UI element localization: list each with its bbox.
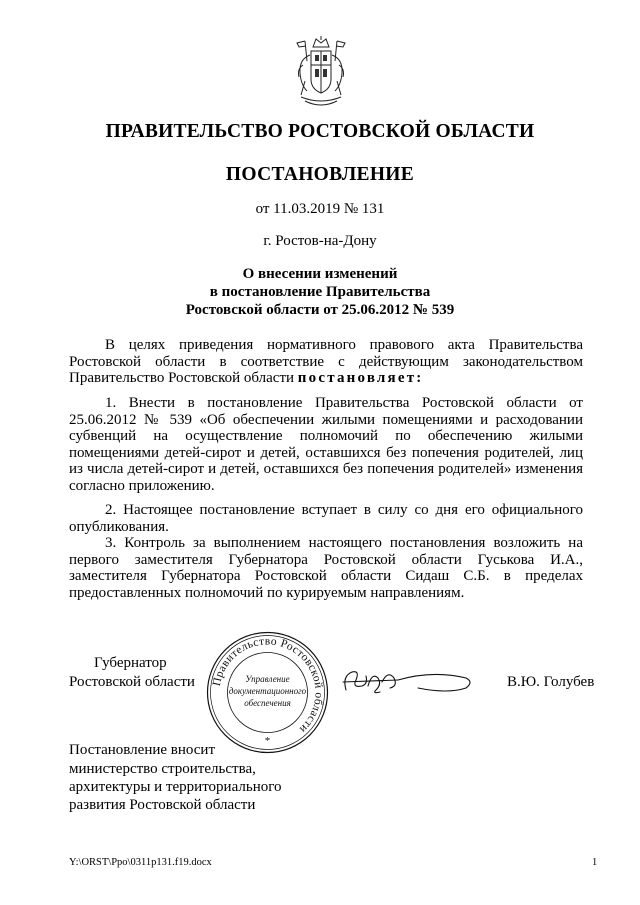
preamble-text: В целях приведения нормативного правового акта Правительства Ростовской области в соответствие с действующим законодательством Правительство Ростовской области [69, 337, 583, 387]
subject-line: Ростовской области от 25.06.2012 № 539 [185, 302, 455, 318]
stamp-inner-text: документационного [228, 686, 307, 696]
coat-of-arms-icon [291, 35, 351, 111]
item-text: 1. Внести в постановление Правительства Ростовской области от 25.06.2012 № 539 «Об обеспечении жилыми помещениями и расходовании субвенций на осуществление полномочий по обеспечению жилыми помещениями детей-сирот и детей, оставшихся без попечения родителей, лиц из числа детей-сирот и детей, оставшихся без попечения родителей» изменения согласно приложению. [69, 395, 583, 494]
official-stamp [205, 630, 330, 755]
item-text: 3. Контроль за выполнением настоящего постановления возложить на первого заместителя Губернатора Ростовской области Гуськова И.А., заместителя Губернатора Ростовской области Сидаш С.Б. в пределах предоставленных полномочий по курируемым направлениям. [69, 535, 583, 601]
government-title: ПРАВИТЕЛЬСТВО РОСТОВСКОЙ ОБЛАСТИ [105, 121, 535, 142]
introduced-by-line: министерство строительства, [69, 761, 256, 777]
subject-line: О внесении изменений [242, 266, 398, 282]
stamp-outer-text: Правительство Ростовской области [210, 635, 325, 736]
resolution-item-1 [69, 395, 583, 495]
introduced-by-line: развития Ростовской области [69, 797, 256, 813]
introduced-by-line: Постановление вносит [69, 742, 216, 758]
resolution-item-3 [69, 535, 583, 601]
stamp-inner-text: обеспечения [244, 698, 291, 708]
handwritten-signature [338, 664, 478, 700]
signatory-role-line: Ростовской области [69, 674, 195, 690]
item-text: 2. Настоящее постановление вступает в силу со дня его официального опубликования. [69, 502, 583, 535]
signatory-name: В.Ю. Голубев [507, 674, 595, 690]
introduced-by-line: архитектуры и территориального [69, 779, 282, 795]
footer-file-path: Y:\ORST\Ppo\0311p131.f19.docx [69, 857, 212, 868]
document-type: ПОСТАНОВЛЕНИЕ [225, 164, 415, 185]
signatory-role-line: Губернатор [94, 655, 167, 671]
document-date-number: от 11.03.2019 № 131 [255, 201, 385, 217]
preamble-paragraph [69, 337, 583, 387]
resolution-item-2 [69, 502, 583, 535]
resolves-word: постановляет: [297, 370, 424, 387]
document-city: г. Ростов-на-Дону [263, 233, 377, 249]
page-number: 1 [592, 857, 598, 868]
stamp-inner-text: Управление [245, 674, 290, 684]
stamp-star: * [264, 735, 271, 747]
subject-line: в постановление Правительства [209, 284, 431, 300]
